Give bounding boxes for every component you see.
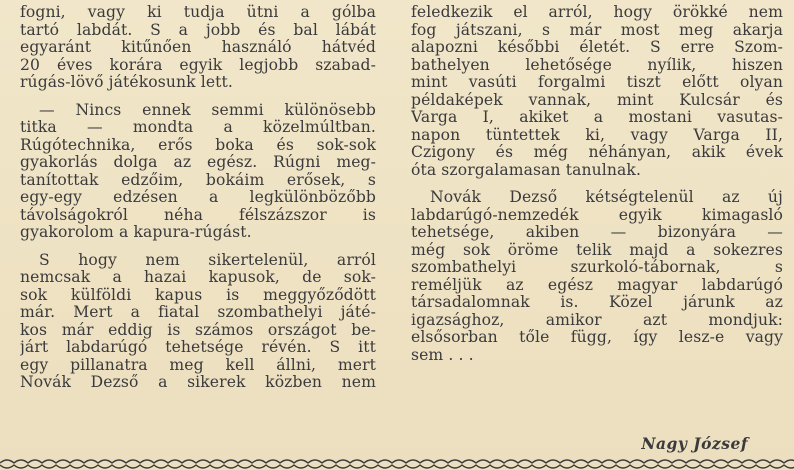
author-signature: Nagy József: [641, 434, 748, 453]
text-line: mint vasúti forgalmi tiszt előtt olyan: [411, 74, 783, 91]
text-line: már. Mert a fiatal szombathelyi játé-: [20, 304, 376, 321]
text-line: egy pillanatra meg kell állni, mert: [20, 356, 376, 374]
text-line: Czigony és még néhányan, akik évek: [411, 144, 783, 161]
text-line: S hogy nem sikertelenül, arról: [39, 251, 376, 269]
text-line: feledkezik el arról, hogy örökké nem: [411, 4, 783, 21]
text-line: távolságokról néha félszázszor is: [20, 206, 376, 224]
text-line: rúgás-lövő játékosunk lett.: [20, 74, 233, 91]
text-line: szombathelyi szurkoló-tábornak, s: [411, 259, 783, 276]
text-line: labdarúgó-nemzedék egyik kimagasló: [411, 206, 783, 224]
text-line: tanítottak edzőim, bokáim erősek, s: [20, 171, 376, 189]
text-line: tehetsége, akiben — bizonyára —: [411, 224, 783, 241]
text-line: gyakorolom a kapura-rúgást.: [20, 224, 252, 241]
text-line: — Nincs ennek semmi különösebb: [39, 101, 376, 119]
text-line: tartó labdát. S a jobb és bal lábát: [20, 21, 376, 39]
text-line: sok külföldi kapus is meggyőződött: [20, 286, 376, 304]
text-line: még sok öröme telik majd a sokezres: [411, 241, 783, 259]
text-line: bathelyen lehetősége nyílik, hiszen: [411, 56, 783, 74]
paragraph-gap: [20, 92, 376, 102]
text-line: fogni, vagy ki tudja ütni a gólba: [20, 4, 376, 21]
decorative-wave-border: [0, 456, 794, 470]
text-line: alapozni későbbi életét. S erre Szom-: [411, 39, 783, 56]
paragraph-gap: [20, 242, 376, 252]
text-line: gyakorlás dolga az egész. Rúgni meg-: [20, 154, 376, 171]
paragraph-gap: [411, 179, 783, 189]
text-line: egyaránt kitűnően használó hátvéd: [20, 39, 376, 56]
text-line: kos már eddig is számos országot be-: [20, 321, 376, 339]
text-line: titka — mondta a közelmúltban.: [20, 119, 376, 136]
text-line: napon tüntettek ki, vagy Varga II,: [411, 126, 783, 144]
text-line: igazsághoz, amikor azt mondjuk:: [411, 311, 783, 329]
text-line: Varga I, akiket a mostani vasutas-: [411, 109, 783, 126]
text-line: Novák Dezső a sikerek közben nem: [20, 374, 376, 391]
text-line: Rúgótechnika, erős boka és sok-sok: [20, 136, 376, 154]
text-line: járt labdarúgó tehetsége révén. S itt: [20, 339, 376, 356]
text-line: óta szorgalamasan tanulnak.: [411, 161, 641, 179]
text-line: 20 éves korára egyik legjobb szabad-: [20, 56, 376, 74]
text-line: reméljük az egész magyar labdarúgó: [411, 276, 783, 294]
text-line: fog játszani, s már most meg akarja: [411, 21, 783, 39]
text-line: társadalomnak is. Közel járunk az: [411, 294, 783, 311]
text-line: egy-egy edzésen a legkülönbözőbb: [20, 189, 376, 206]
text-line: nemcsak a hazai kapusok, de sok-: [20, 269, 376, 286]
text-line: Novák Dezső kétségtelenül az új: [430, 189, 783, 206]
left-column: [20, 4, 376, 392]
text-line: sem . . .: [411, 346, 474, 364]
right-column: [411, 4, 783, 364]
text-line: elsősorban tőle függ, így lesz-e vagy: [411, 329, 783, 346]
text-line: példaképek vannak, mint Kulcsár és: [411, 91, 783, 109]
